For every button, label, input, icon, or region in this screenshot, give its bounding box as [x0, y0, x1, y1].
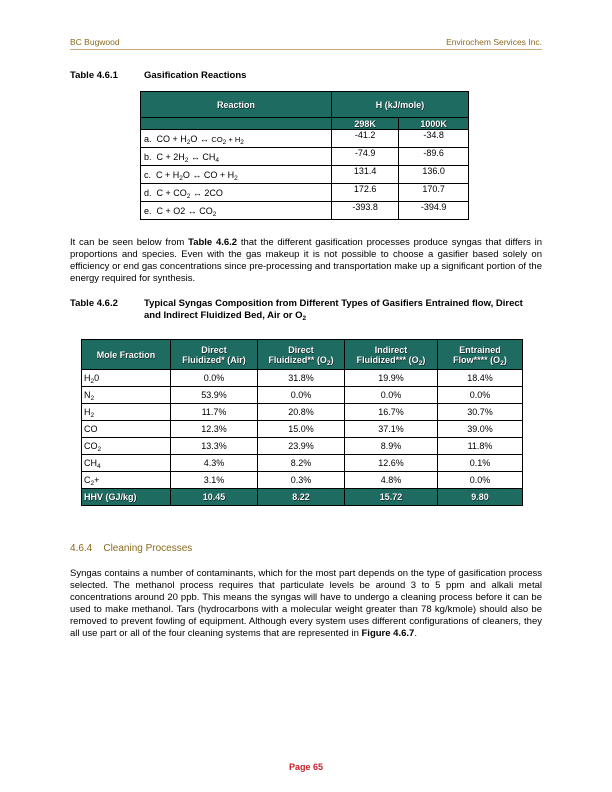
col-enthalpy: H (kJ/mole) [332, 92, 469, 118]
section-heading: 4.6.4 Cleaning Processes [70, 543, 193, 554]
col-indirect-o2: Indirect Fluidized*** $(O_2)$ [345, 340, 438, 370]
running-header [70, 35, 542, 50]
table1-number: Table 4.6.1 [70, 70, 118, 81]
figure-reference: Figure 4.6.7 [361, 628, 415, 639]
table2-number: Table 4.6.2 [70, 298, 118, 309]
table2-caption [70, 298, 534, 322]
value-298k: -41.2 [332, 130, 399, 148]
table-row: $CH_4$ 4.3% 8.2% 12.6% 0.1% [82, 455, 523, 472]
table-row [141, 184, 469, 202]
reaction-e: e. C + O2 ↔ $CO_2$ [141, 202, 332, 220]
gasification-reactions-table [140, 91, 469, 220]
table-row: $CO_2$ 13.3% 23.9% 8.9% 11.8% [82, 438, 523, 455]
table-reference: Table 4.6.2 [188, 237, 238, 248]
col-entrained-o2: Entrained Flow**** $(O_2)$ [438, 340, 523, 370]
col-298k: 298K [332, 118, 399, 130]
table-row: $N_2$ 53.9% 0.0% 0.0% 0.0% [82, 387, 523, 404]
value-1000k: -394.9 [399, 202, 469, 220]
table-row: $C_2+$ 3.1% 0.3% 4.8% 0.0% [82, 472, 523, 489]
table-row: $H_20$ 0.0% 31.8% 19.9% 18.4% [82, 370, 523, 387]
value-1000k: 170.7 [399, 184, 469, 202]
value-1000k: -89.6 [399, 148, 469, 166]
table2-title: Typical Syngas Composition from Different Types of Gasifiers Entrained flow, Direct and Indirect Fluidized Bed, Air or $O_2$ [144, 298, 523, 322]
reaction-b: b. $C + 2H_2$ ↔ $CH_4$ [141, 148, 332, 166]
syngas-composition-table [81, 339, 523, 506]
value-1000k: 136.0 [399, 166, 469, 184]
paragraph-gasification-processes: It can be seen below from Table 4.6.2 that the different gasification processes produce syngas that differs in proportions and species. Even with the gas makeup it is not possible to choose a gasifier based solely on efficiency or end gas concentrations since pre-processing and transportation make up a significant portion of the energy required for synthesis. [70, 237, 543, 284]
table-row [141, 148, 469, 166]
table-row: $H_2$ 11.7% 20.8% 16.7% 30.7% [82, 404, 523, 421]
header-right: Envirochem Services Inc. [446, 37, 542, 47]
value-298k: 131.4 [332, 166, 399, 184]
col-reaction-blank [141, 118, 332, 130]
col-direct-o2: Direct Fluidized** $(O_2)$ [258, 340, 345, 370]
hhv-row: HHV (GJ/kg) 10.45 8.22 15.72 9.80 [82, 489, 523, 506]
paragraph-cleaning-processes: Syngas contains a number of contaminants, which for the most part depends on the type of gasification process selected. The methanol process requires that particulate levels be around 3 to 5 ppm and alkali metal concentrations around 20 ppb. This means the syngas will have to undergo a cleaning process before it can be used to make methanol. Tars (hydrocarbons with a molecular weight greater than 78 kg/kmole) should also be removed to prevent fowling of equipment. Although every system uses different configurations of cleaners, they all use part or all of the four cleaning systems that are represented in Figure 4.6.7. [70, 568, 542, 639]
reaction-c: c. $C + H_2O$ ↔ CO + $H_2$ [141, 166, 332, 184]
value-298k: -393.8 [332, 202, 399, 220]
table1-title: Gasification Reactions [144, 70, 247, 81]
col-1000k: 1000K [399, 118, 469, 130]
reaction-a: a. CO + $H_2O$ ↔ $CO_2 + H_2$ [141, 130, 332, 148]
col-direct-air: Direct Fluidized* (Air) [171, 340, 258, 370]
table-row [141, 166, 469, 184]
value-298k: -74.9 [332, 148, 399, 166]
value-298k: 172.6 [332, 184, 399, 202]
col-reaction: Reaction [141, 92, 332, 118]
reaction-d: d. $C + CO_2$ ↔ 2CO [141, 184, 332, 202]
table-row [141, 130, 469, 148]
page-number: Page 65 [288, 762, 324, 772]
col-mole-fraction: Mole Fraction [82, 340, 171, 370]
header-left: BC Bugwood [70, 37, 120, 47]
table-row [141, 202, 469, 220]
value-1000k: -34.8 [399, 130, 469, 148]
table-row: CO 12.3% 15.0% 37.1% 39.0% [82, 421, 523, 438]
table1-caption [70, 70, 534, 82]
